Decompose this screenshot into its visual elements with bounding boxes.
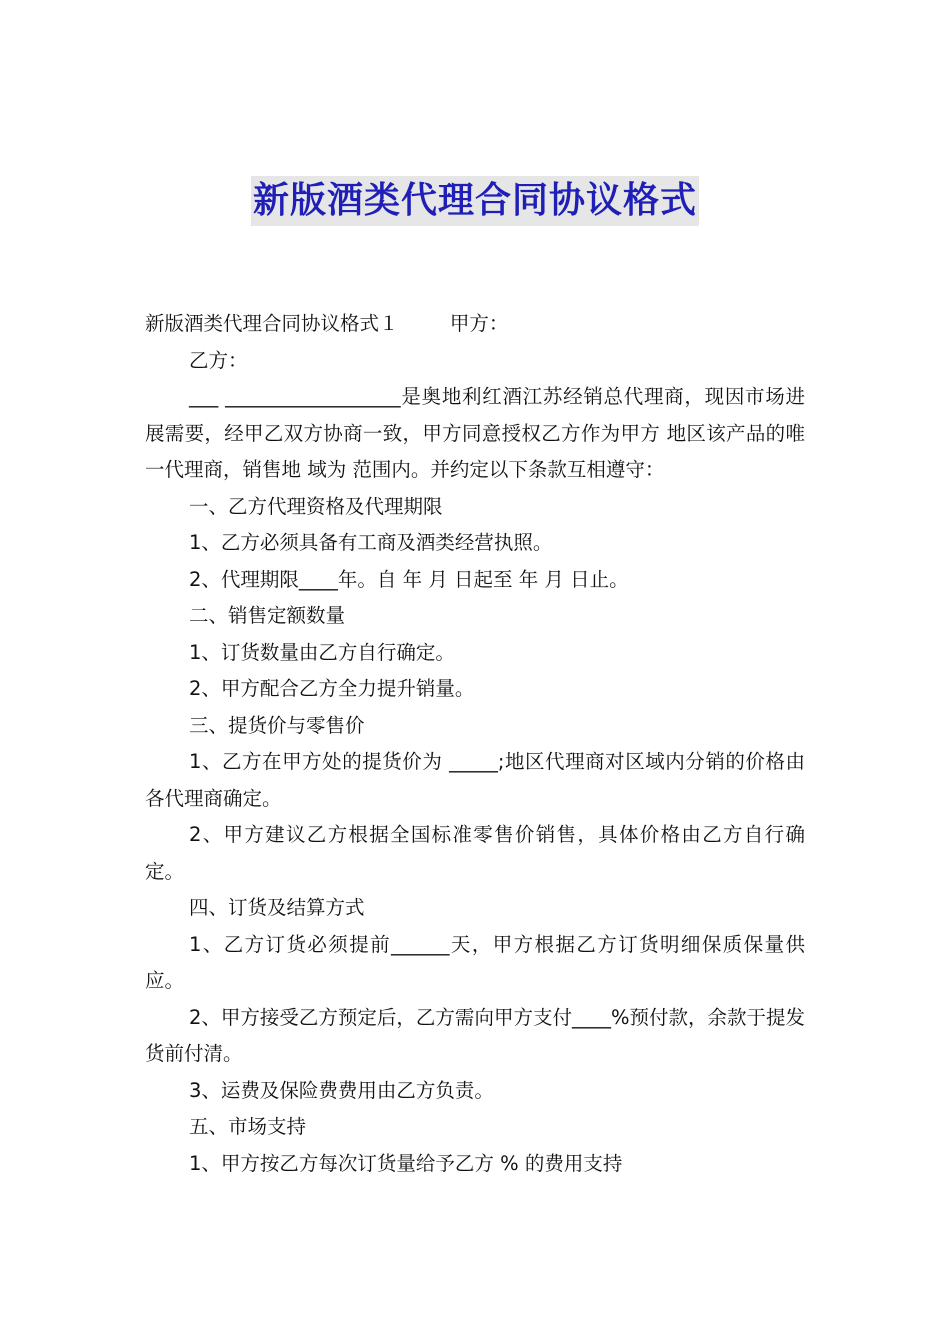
section-heading-5: 五、市场支持 — [189, 1115, 307, 1138]
paragraph-party-b: 乙方： — [189, 348, 248, 372]
clause-3-2: 2、甲方建议乙方根据全国标准零售价销售，具体价格由乙方自行确定。 — [145, 823, 805, 883]
clause-3-1: 1、乙方在甲方处的提货价为 _____;地区代理商对区域内分销的价格由各代理商确定。 — [145, 750, 805, 810]
clause-1-1: 1、乙方必须具备有工商及酒类经营执照。 — [189, 531, 553, 554]
title-container — [0, 176, 950, 226]
section-heading-4: 四、订货及结算方式 — [189, 896, 365, 919]
clause-4-1: 1、乙方订货必须提前______天，甲方根据乙方订货明细保质保量供应。 — [145, 932, 805, 992]
paragraph-intro: 新版酒类代理合同协议格式１ 甲方： — [145, 312, 509, 335]
clause-2-2: 2、甲方配合乙方全力提升销量。 — [189, 677, 475, 700]
document-title: 新版酒类代理合同协议格式 — [251, 176, 699, 226]
clause-5-1: 1、甲方按乙方每次订货量给予乙方 % 的费用支持 — [189, 1151, 623, 1175]
document-body — [145, 306, 805, 1182]
clause-2-1: 1、订货数量由乙方自行确定。 — [189, 640, 455, 664]
clause-1-2: 2、代理期限____年。自 年 月 日起至 年 月 日止。 — [189, 567, 629, 591]
section-heading-2: 二、销售定额数量 — [189, 604, 346, 627]
clause-4-2: 2、甲方接受乙方预定后，乙方需向甲方支付____%预付款，余款于提发货前付清。 — [145, 1005, 805, 1065]
section-heading-3: 三、提货价与零售价 — [189, 713, 365, 737]
paragraph-preamble: ___ __________________是奥地利红酒江苏经销总代理商，现因市场进展需要，经甲乙双方协商一致，甲方同意授权乙方作为甲方 地区该产品的唯一代理商，销售地 域为 范围内。并约定以下条款互相遵守： — [145, 385, 805, 481]
section-heading-1: 一、乙方代理资格及代理期限 — [189, 494, 443, 518]
clause-4-3: 3、运费及保险费费用由乙方负责。 — [189, 1078, 494, 1102]
